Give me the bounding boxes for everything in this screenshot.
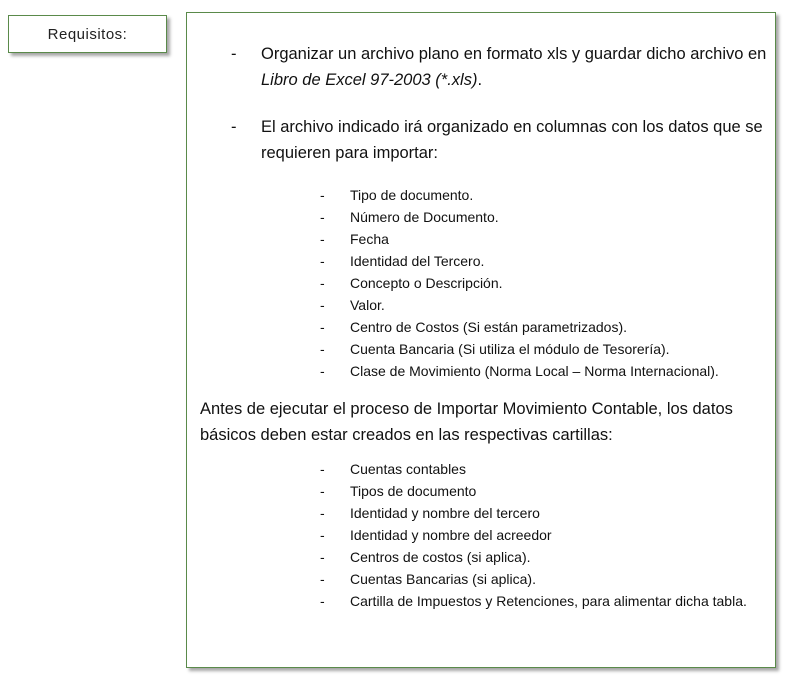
cartilla-item: - Tipos de documento: [320, 483, 477, 499]
cartilla-item: - Identidad y nombre del tercero: [320, 505, 540, 521]
cartilla-item: - Cartilla de Impuestos y Retenciones, para alimentar dicha tabla.: [320, 593, 747, 609]
column-item: - Identidad del Tercero.: [320, 253, 485, 269]
requisitos-label: [8, 15, 167, 53]
column-item: - Concepto o Descripción.: [320, 275, 503, 291]
cartilla-item: - Identidad y nombre del acreedor: [320, 527, 552, 543]
cartilla-item: - Cuentas Bancarias (si aplica).: [320, 571, 536, 587]
column-item: - Tipo de documento.: [320, 187, 474, 203]
column-item: - Fecha: [320, 231, 389, 247]
cartilla-item: - Centros de costos (si aplica).: [320, 549, 531, 565]
list-item-text: Organizar un archivo plano en formato xls y guardar dicho archivo en Libro de Excel 97-2003 (*.xls).: [261, 45, 767, 89]
requirements-box: [186, 12, 776, 668]
list-item: [231, 114, 771, 166]
column-item: - Valor.: [320, 297, 385, 313]
bullet-dash: -: [231, 45, 237, 63]
column-item: - Número de Documento.: [320, 209, 499, 225]
bullet-dash: -: [231, 118, 237, 136]
column-item: - Clase de Movimiento (Norma Local – Norma Internacional).: [320, 363, 719, 379]
column-item: - Centro de Costos (Si están parametrizados).: [320, 319, 628, 335]
cartilla-item: - Cuentas contables: [320, 461, 466, 477]
list-item-text: El archivo indicado irá organizado en columnas con los datos que se requieren para importar:: [261, 118, 763, 162]
requisitos-label-text: Requisitos:: [47, 25, 128, 43]
list-item: [231, 41, 771, 93]
intro-paragraph: Antes de ejecutar el proceso de Importar Movimiento Contable, los datos básicos deben estar creados en las respectivas cartillas:: [200, 400, 733, 444]
column-item: - Cuenta Bancaria (Si utiliza el módulo de Tesorería).: [320, 341, 670, 357]
